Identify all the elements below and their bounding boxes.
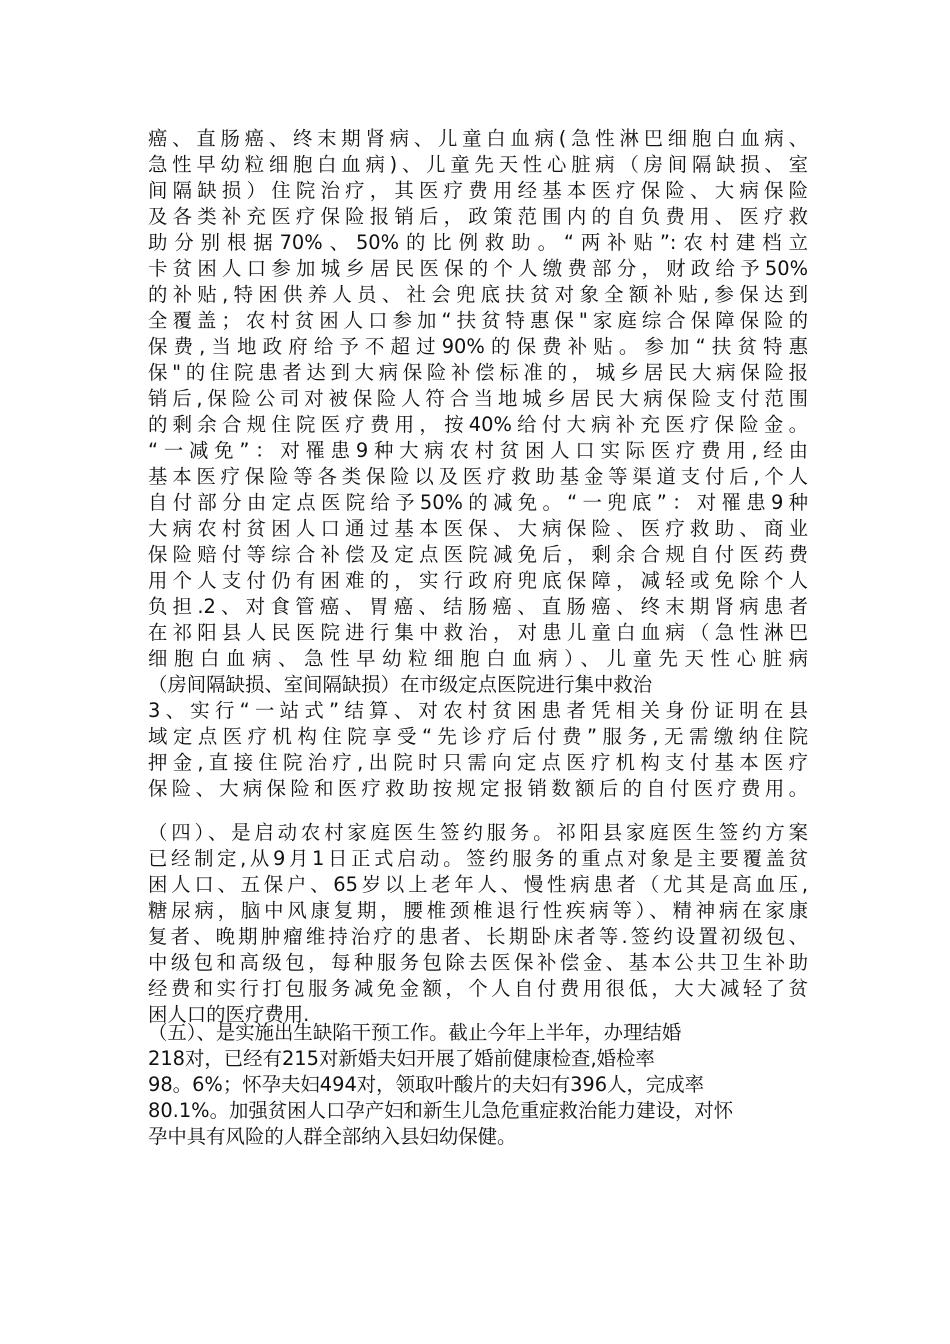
text-line: 困人口的医疗费用. bbox=[148, 1003, 310, 1026]
paragraph-family-doctor-service bbox=[148, 820, 808, 1028]
text-line: 经费和实行打包服务减免金额，个人自付费用很低，大大减轻了贫 bbox=[148, 977, 808, 1000]
text-line: 销后,保险公司对被保险人符合当地城乡居民大病保险支付范围 bbox=[148, 387, 808, 410]
text-line: “一减免”：对罹患9种大病农村贫困人口实际医疗费用,经由 bbox=[148, 439, 808, 462]
text-line: 孕中具有风险的人群全部纳入县妇幼保健。 bbox=[148, 1125, 517, 1148]
text-line: 已经制定,从9月1日正式启动。签约服务的重点对象是主要覆盖贫 bbox=[148, 847, 808, 870]
text-line: 全覆盖；农村贫困人口参加“扶贫特惠保"家庭综合保障保险的 bbox=[148, 309, 808, 332]
text-line: 保险、大病保险和医疗救助按规定报销数额后的自付医疗费用。 bbox=[148, 777, 808, 800]
text-line: 中级包和高级包，每种服务包除去医保补偿金、基本公共卫生补助 bbox=[148, 951, 808, 974]
text-line: 细胞白血病、急性早幼粒细胞白血病）、儿童先天性心脏病 bbox=[148, 647, 808, 670]
text-line: 保"的住院患者达到大病保险补偿标准的，城乡居民大病保险报 bbox=[148, 361, 808, 384]
text-line: 的补贴,特困供养人员、社会兜底扶贫对象全额补贴,参保达到 bbox=[148, 283, 808, 306]
text-line: 复者、晚期肿瘤维持治疗的患者、长期卧床者等.签约设置初级包、 bbox=[148, 925, 808, 948]
text-line: 基本医疗保险等各类保险以及医疗救助基金等渠道支付后,个人 bbox=[148, 465, 808, 488]
text-line: 80.1%。加强贫困人口孕产妇和新生儿急危重症救治能力建设，对怀 bbox=[148, 1099, 734, 1122]
text-line: 及各类补充医疗保险报销后，政策范围内的自负费用、医疗救 bbox=[148, 205, 808, 228]
text-line: 自付部分由定点医院给予50%的减免。“一兜底”：对罹患9种 bbox=[148, 491, 808, 514]
text-line: 3、实行“一站式”结算、对农村贫困患者凭相关身份证明在县 bbox=[148, 699, 808, 722]
text-line: 押金,直接住院治疗,出院时只需向定点医疗机构支付基本医疗 bbox=[148, 751, 808, 774]
text-line: 的剩余合规住院医疗费用，按40%给付大病补充医疗保险金。 bbox=[148, 413, 808, 436]
text-line: 助分别根据70%、50%的比例救助。“两补贴”:农村建档立 bbox=[148, 231, 808, 254]
text-line: 癌、直肠癌、终末期肾病、儿童白血病(急性淋巴细胞白血病、 bbox=[148, 127, 808, 150]
text-line: 大病农村贫困人口通过基本医保、大病保险、医疗救助、商业 bbox=[148, 517, 808, 540]
text-line: 218对，已经有215对新婚夫妇开展了婚前健康检查,婚检率 bbox=[148, 1047, 655, 1070]
text-line: 98。6%；怀孕夫妇494对，领取叶酸片的夫妇有396人，完成率 bbox=[148, 1073, 705, 1096]
text-line: 域定点医疗机构住院享受“先诊疗后付费”服务,无需缴纳住院 bbox=[148, 725, 808, 748]
text-line: 间隔缺损）住院治疗，其医疗费用经基本医疗保险、大病保险 bbox=[148, 179, 808, 202]
text-line: 在祁阳县人民医院进行集中救治，对患儿童白血病（急性淋巴 bbox=[148, 621, 808, 644]
text-line: 糖尿病，脑中风康复期，腰椎颈椎退行性疾病等）、精神病在家康 bbox=[148, 899, 808, 922]
text-line: 急性早幼粒细胞白血病)、儿童先天性心脏病（房间隔缺损、室 bbox=[148, 153, 808, 176]
paragraph-medical-assistance bbox=[148, 126, 808, 802]
text-line: （房间隔缺损、室间隔缺损）在市级定点医院进行集中救治 bbox=[148, 673, 653, 696]
text-line: （四）、是启动农村家庭医生签约服务。祁阳县家庭医生签约方案 bbox=[148, 821, 808, 844]
text-line: 困人口、五保户、65岁以上老年人、慢性病患者（尤其是高血压, bbox=[148, 873, 808, 896]
paragraph-birth-defect-intervention bbox=[148, 1020, 808, 1150]
text-line: 保险赔付等综合补偿及定点医院减免后，剩余合规自付医药费 bbox=[148, 543, 808, 566]
text-line: 用个人支付仍有困难的，实行政府兜底保障，减轻或免除个人 bbox=[148, 569, 808, 592]
text-line: 卡贫困人口参加城乡居民医保的个人缴费部分，财政给予50% bbox=[148, 257, 808, 280]
text-line: 负担.2、对食管癌、胃癌、结肠癌、直肠癌、终末期肾病患者 bbox=[148, 595, 808, 618]
text-line: （五）、是实施出生缺陷干预工作。截止今年上半年，办理结婚 bbox=[148, 1021, 682, 1044]
text-line: 保费,当地政府给予不超过90%的保费补贴。参加“扶贫特惠 bbox=[148, 335, 808, 358]
